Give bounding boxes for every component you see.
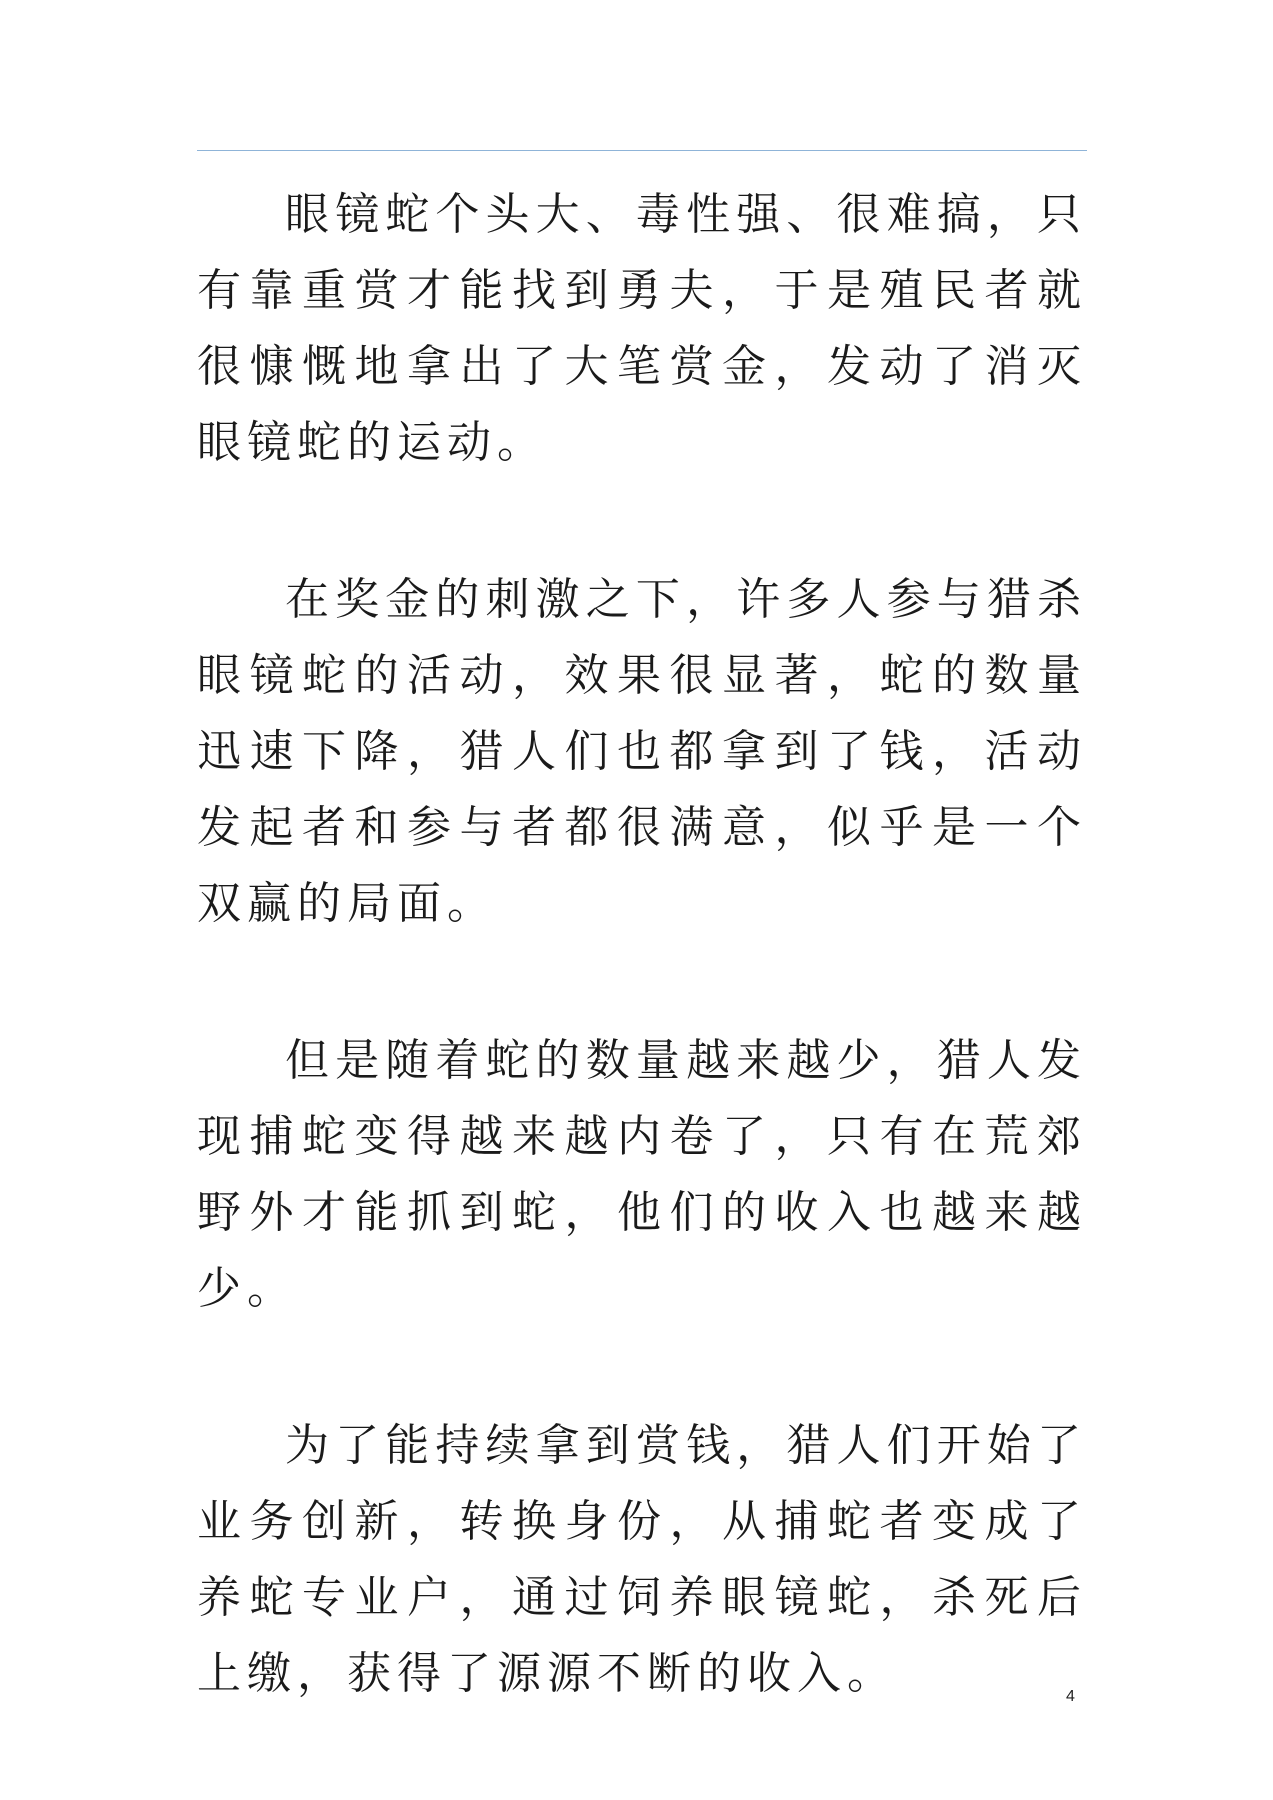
paragraph-1: 眼镜蛇个头大、毒性强、很难搞，只有靠重赏才能找到勇夫，于是殖民者就很慷慨地拿出了大笔赏金，发动了消灭眼镜蛇的运动。 — [197, 189, 1087, 468]
paragraph-3: 但是随着蛇的数量越来越少，猎人发现捕蛇变得越来越内卷了，只有在荒郊野外才能抓到蛇，他们的收入也越来越少。 — [197, 1035, 1087, 1314]
paragraph-2: 在奖金的刺激之下，许多人参与猎杀眼镜蛇的活动，效果很显著，蛇的数量迅速下降，猎人们也都拿到了钱，活动发起者和参与者都很满意，似乎是一个双赢的局面。 — [197, 574, 1087, 929]
header-rule — [197, 150, 1087, 151]
page-number: 4 — [1066, 1688, 1075, 1705]
body-text — [197, 177, 1087, 1793]
paragraph-4: 为了能持续拿到赏钱，猎人们开始了业务创新，转换身份，从捕蛇者变成了养蛇专业户，通过饲养眼镜蛇，杀死后上缴，获得了源源不断的收入。 — [197, 1420, 1087, 1699]
